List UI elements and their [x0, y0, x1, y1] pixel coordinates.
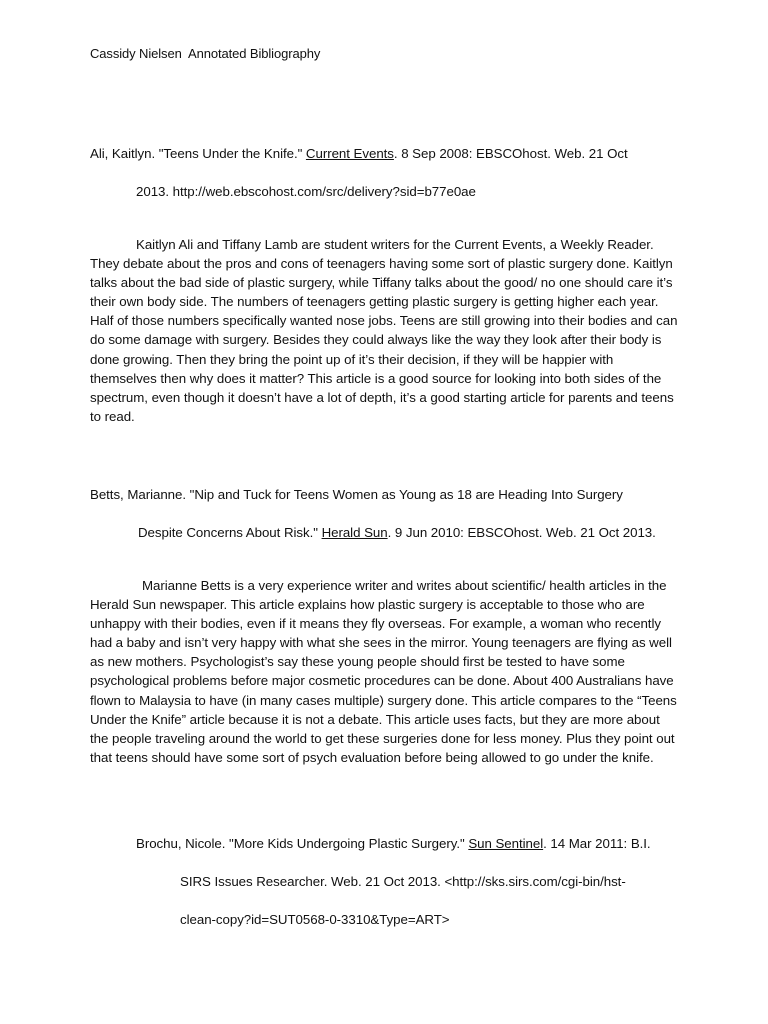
- document-header: Cassidy Nielsen Annotated Bibliography: [90, 46, 321, 61]
- citation-ali-rest: . 8 Sep 2008: EBSCOhost. Web. 21 Oct: [393, 146, 628, 161]
- annotation-ali-text: Kaitlyn Ali and Tiffany Lamb are student writers for the Current Events, a Weekly Reader. They debate about the pros and cons of teenagers having some sort of plastic surgery done. Kaitlyn talks about the bad side of plastic surgery, while Tiffany talks about the good/ no one should care it’s their own body side. The numbers of teenagers getting plastic surgery is getting higher each year. Half of those numbers specifically wanted nose jobs. Teens are still growing into their bodies and can do some damage with surgery. Besides they could always like the way they look after their body is done growing. Then they bring the point up of it’s their decision, if they will be happier with themselves then why does it matter? This article is a good source for looking into both sides of the spectrum, even though it doesn’t have a lot of depth, it’s a good starting article for parents and teens to read.: [90, 237, 678, 424]
- citation-betts-line2: [138, 525, 656, 540]
- annotation-ali: [90, 235, 680, 426]
- citation-betts-source: Herald Sun: [321, 525, 388, 540]
- citation-brochu-line2: SIRS Issues Researcher. Web. 21 Oct 2013. <http://sks.sirs.com/cgi-bin/hst-: [180, 874, 626, 889]
- citation-brochu-source: Sun Sentinel: [468, 836, 544, 851]
- citation-betts-title-end: Despite Concerns About Risk.": [138, 525, 322, 540]
- annotation-betts: [90, 576, 680, 767]
- citation-betts-rest: . 9 Jun 2010: EBSCOhost. Web. 21 Oct 2013.: [387, 525, 656, 540]
- citation-ali-source: Current Events: [305, 146, 394, 161]
- citation-brochu-author-title: Brochu, Nicole. "More Kids Undergoing Plastic Surgery.": [136, 836, 469, 851]
- citation-brochu-line1: [136, 836, 651, 851]
- citation-ali-line1: [90, 146, 628, 161]
- citation-betts-line1: Betts, Marianne. "Nip and Tuck for Teens Women as Young as 18 are Heading Into Surgery: [90, 487, 623, 502]
- citation-ali-author-title: Ali, Kaitlyn. "Teens Under the Knife.": [90, 146, 306, 161]
- citation-ali-line2: 2013. http://web.ebscohost.com/src/delivery?sid=b77e0ae: [136, 184, 476, 199]
- citation-brochu-line3: clean-copy?id=SUT0568-0-3310&Type=ART>: [180, 912, 450, 927]
- citation-brochu-rest: . 14 Mar 2011: B.I.: [543, 836, 651, 851]
- annotation-betts-text: Marianne Betts is a very experience writer and writes about scientific/ health articles in the Herald Sun newspaper. This article explains how plastic surgery is acceptable to those who are unhappy with their bodies, even if it means they fly overseas. For example, a woman who recently had a baby and isn’t very happy with what she sees in the mirror. Young teenagers are flying as well as new mothers. Psychologist’s say these young people should first be tested to have some psychological problems before major cosmetic procedures can be done. About 400 Australians have flown to Malaysia to have (in many cases multiple) surgery done. This article compares to the “Teens Under the Knife” article because it is not a debate. This article uses facts, but they are more about the people traveling around the world to get these surgeries done for less money. Plus they point out that teens should have some sort of psych evaluation before being allowed to go under the knife.: [90, 578, 677, 765]
